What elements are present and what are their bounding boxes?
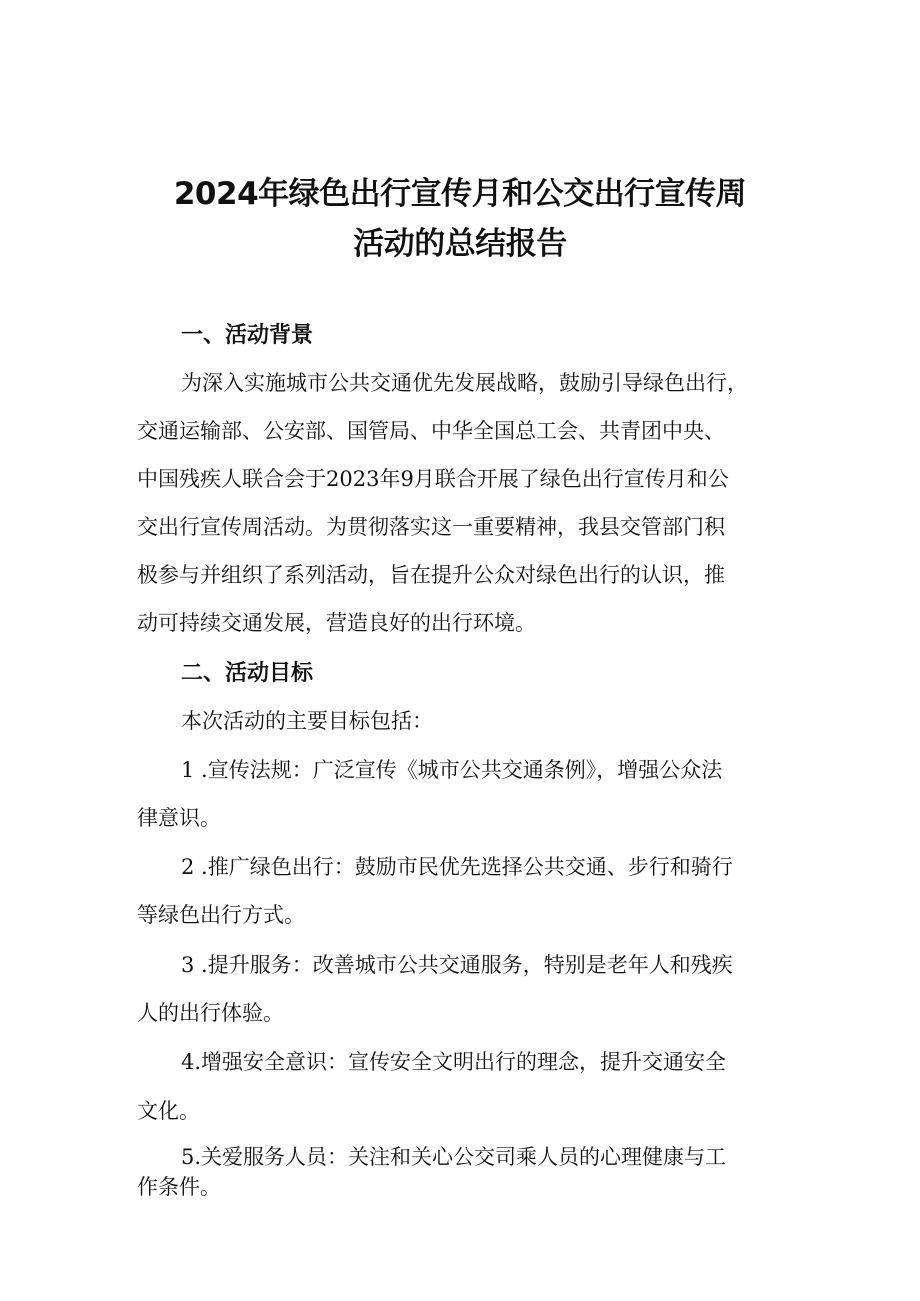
paragraph-line: 交通运输部、公安部、国管局、中华全国总工会、共青团中央、 <box>137 419 725 443</box>
goal-item-line: 文化。 <box>137 1099 200 1123</box>
goal-item-line: 等绿色出行方式。 <box>137 903 305 927</box>
section-2-intro: 本次活动的主要目标包括： <box>181 709 433 733</box>
document-title-line-1: 2024年绿色出行宣传月和公交出行宣传周 <box>173 176 747 212</box>
goal-item-line: 3 .提升服务：改善城市公共交通服务，特别是老年人和残疾 <box>181 953 733 977</box>
goal-item-line: 5.关爱服务人员：关注和关心公交司乘人员的心理健康与工 <box>181 1145 727 1169</box>
paragraph-line: 交出行宣传周活动。为贯彻落实这一重要精神，我县交管部门积 <box>137 515 725 539</box>
paragraph-line: 动可持续交通发展，营造良好的出行环境。 <box>137 611 536 635</box>
goal-item-line: 2 .推广绿色出行：鼓励市民优先选择公共交通、步行和骑行 <box>181 855 733 879</box>
goal-item-line: 作条件。 <box>137 1175 221 1199</box>
paragraph-line: 中国残疾人联合会于2023年9月联合开展了绿色出行宣传月和公 <box>137 467 729 491</box>
goal-item-line: 1 .宣传法规：广泛宣传《城市公共交通条例》，增强公众法 <box>181 758 723 782</box>
goal-item-line: 律意识。 <box>137 806 221 830</box>
section-1-heading: 一、活动背景 <box>181 323 314 348</box>
goal-item-line: 人的出行体验。 <box>137 1001 284 1025</box>
document-title-line-2: 活动的总结报告 <box>353 226 567 262</box>
paragraph-line: 为深入实施城市公共交通优先发展战略，鼓励引导绿色出行， <box>181 371 748 395</box>
goal-item-line: 4.增强安全意识：宣传安全文明出行的理念，提升交通安全 <box>181 1050 727 1074</box>
section-2-heading: 二、活动目标 <box>181 661 314 686</box>
paragraph-line: 极参与并组织了系列活动，旨在提升公众对绿色出行的认识，推 <box>137 563 725 587</box>
